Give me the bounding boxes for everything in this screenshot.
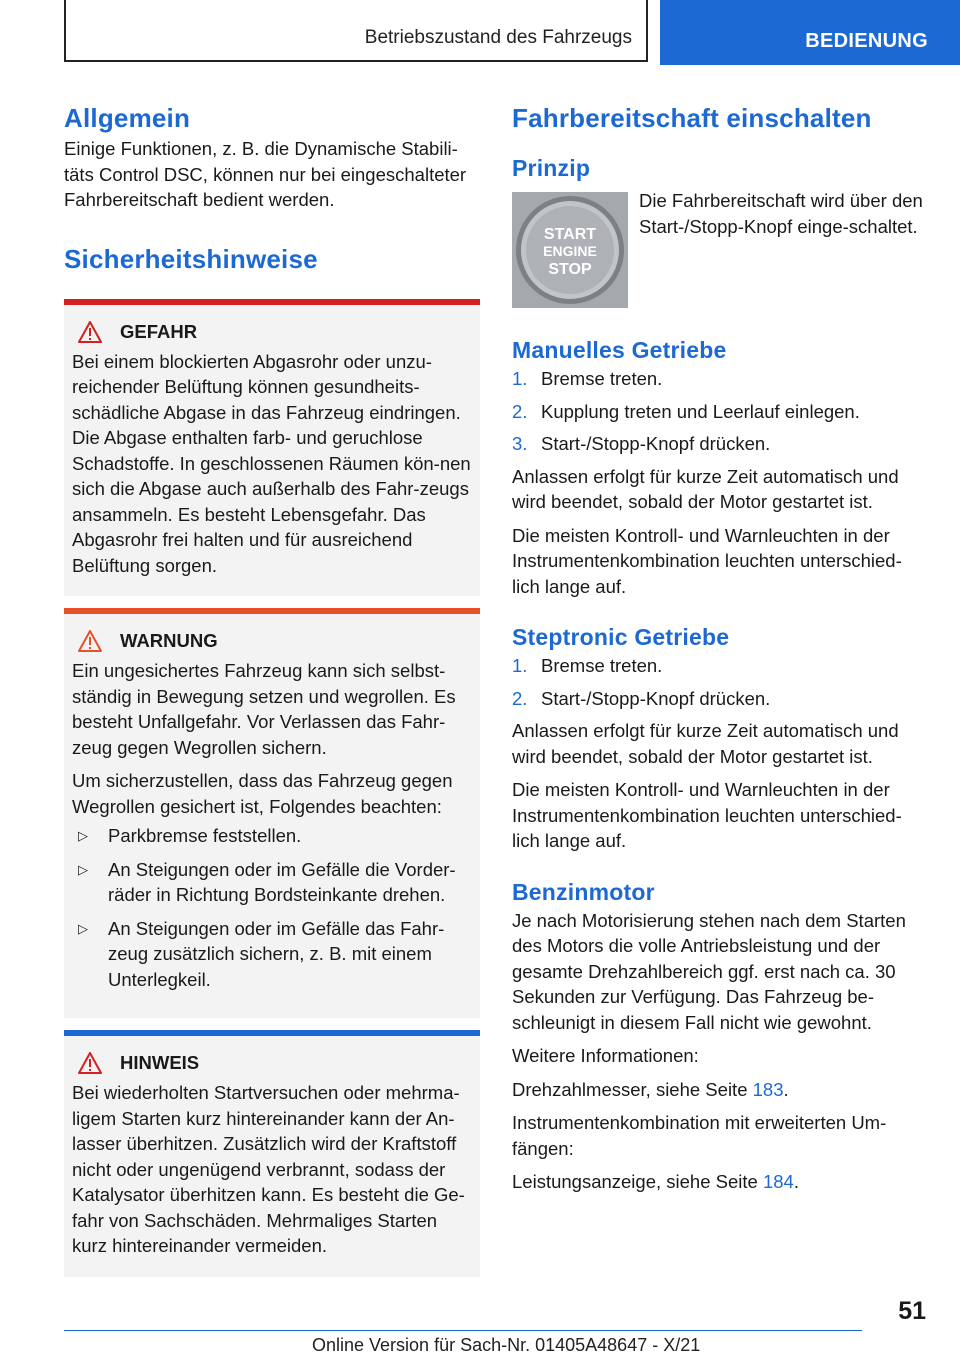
weitere-informationen: Weitere Informationen: bbox=[512, 1045, 699, 1066]
steptronic-text-1: Anlassen erfolgt für kurze Zeit automatisch und wird beendet, sobald der Motor gestartet ist. bbox=[512, 720, 899, 767]
allgemein-text: Einige Funktionen, z. B. die Dynamische Stabili-täts Control DSC, können nur bei eingeschalteter Fahrbereitschaft bedient werden. bbox=[64, 138, 467, 210]
header-chapter-label: BEDIENUNG bbox=[805, 30, 928, 52]
list-item: 3. Start-/Stopp-Knopf drücken. bbox=[512, 433, 771, 454]
ref-instrumentenkombination: Instrumentenkombination mit erweiterten Um-fängen: bbox=[512, 1112, 887, 1159]
manuell-text-2: Die meisten Kontroll- und Warnleuchten in der Instrumentenkombination leuchten unterschied-lich lange auf. bbox=[512, 524, 902, 597]
bullet-triangle-icon: ▷ bbox=[78, 828, 88, 843]
manuell-steps bbox=[512, 366, 926, 457]
bullet-triangle-icon: ▷ bbox=[78, 861, 88, 877]
danger-title bbox=[72, 321, 472, 343]
warning-label: WARNUNG bbox=[120, 630, 218, 651]
steptronic-text-2: Die meisten Kontroll- und Warnleuchten in der Instrumentenkombination leuchten unterschied-lich lange auf. bbox=[512, 779, 902, 851]
warning-triangle-icon bbox=[78, 321, 102, 343]
manuell-text-1: Anlassen erfolgt für kurze Zeit automatisch und wird beendet, sobald der Motor gestartet ist. bbox=[512, 465, 899, 512]
start-stop-button-image bbox=[512, 192, 628, 308]
list-item: 1. Bremse treten. bbox=[512, 368, 663, 389]
danger-notice bbox=[64, 299, 480, 597]
svg-text:START: START bbox=[543, 226, 597, 243]
start-engine-stop-button-icon bbox=[512, 192, 628, 308]
bullet-triangle-icon: ▷ bbox=[78, 920, 88, 936]
warning-text-1: Ein ungesichertes Fahrzeug kann sich selbst-ständig in Bewegung setzen und wegrollen. Es besteht Unfallgefahr. Vor Verlassen das Fahr-zeug gegen Wegrollen sichern. bbox=[72, 660, 456, 758]
benzinmotor-heading: Benzinmotor bbox=[512, 878, 655, 905]
list-item: ▷ An Steigungen oder im Gefälle das Fahr-zeug zusätzlich sichern, z. B. mit einem Unterlegkeil. bbox=[72, 916, 472, 993]
page-link-183[interactable]: 183 bbox=[752, 1078, 784, 1100]
allgemein-heading: Allgemein bbox=[64, 103, 191, 133]
warning-text-2: Um sicherzustellen, dass das Fahrzeug gegen Wegrollen gesichert ist, Folgendes beachten: bbox=[72, 770, 453, 817]
list-item: ▷ Parkbremse feststellen. bbox=[72, 823, 472, 849]
footer-divider bbox=[64, 1330, 862, 1331]
svg-text:ENGINE: ENGINE bbox=[543, 243, 597, 259]
prinzip-heading: Prinzip bbox=[512, 155, 591, 181]
hinweis-text: Bei wiederholten Startversuchen oder mehrma-ligem Starten kurz hintereinander kann der An-lasser überhitzen. Zusätzlich wird der Kraftstoff nicht oder ungenügend verbrannt, sodass der Katalysator überhitzen kann. Es besteht die Ge-fahr von Sachschäden. Mehrmaliges Starten kurz hintereinander vermeiden. bbox=[72, 1082, 465, 1256]
page-number: 51 bbox=[898, 1297, 926, 1325]
danger-label: GEFAHR bbox=[120, 320, 198, 342]
header-chapter-tab bbox=[660, 0, 960, 65]
left-column bbox=[64, 100, 480, 1277]
warning-triangle-icon bbox=[78, 1052, 102, 1074]
list-item: ▷ An Steigungen oder im Gefälle die Vorder-räder in Richtung Bordsteinkante drehen. bbox=[72, 857, 472, 908]
right-column bbox=[512, 100, 926, 1195]
list-item: 1. Bremse treten. bbox=[512, 655, 663, 676]
page-link-184[interactable]: 184 bbox=[762, 1171, 794, 1192]
danger-text: Bei einem blockierten Abgasrohr oder unzu-reichender Belüftung können gesundheits-schädliche Abgase in das Fahrzeug eindringen. Die Abgase enthalten farb- und geruchlose Schadstoffe. In geschlossenen Räumen kön-nen sich die Abgase auch außerhalb des Fahr-zeugs ansammeln. Es besteht Lebensgefahr. Das Abgasrohr frei halten und für ausreichend Belüftung sorgen. bbox=[72, 350, 471, 576]
prinzip-text: Die Fahrbereitschaft wird über den Start-/Stopp-Knopf einge-schaltet. bbox=[639, 190, 923, 237]
prinzip-row bbox=[512, 192, 926, 308]
ref-leistungsanzeige: Leistungsanzeige, siehe Seite 184. bbox=[512, 1171, 799, 1192]
warning-notice bbox=[64, 608, 480, 1018]
hinweis-notice bbox=[64, 1030, 480, 1277]
warning-title bbox=[72, 630, 472, 652]
header-section-box bbox=[64, 0, 648, 62]
hinweis-label: HINWEIS bbox=[120, 1052, 200, 1073]
list-item: 2. Start-/Stopp-Knopf drücken. bbox=[512, 687, 771, 709]
footer-version: Online Version für Sach-Nr. 01405A48647 - X/21 bbox=[312, 1335, 701, 1355]
benzin-text: Je nach Motorisierung stehen nach dem Starten des Motors die volle Antriebsleistung und der gesamte Drehzahlbereich ggf. erst nach ca. 30 Sekunden zur Verfügung. Das Fahrzeug be-schleunigt in diesem Fall nicht wie gewohnt. bbox=[512, 909, 906, 1033]
warning-bullet-list bbox=[72, 823, 472, 992]
manuelles-getriebe-heading: Manuelles Getriebe bbox=[512, 337, 727, 363]
sicherheitshinweise-heading: Sicherheitshinweise bbox=[64, 243, 318, 274]
fahrbereitschaft-heading: Fahrbereitschaft einschalten bbox=[512, 103, 872, 133]
header-section-title: Betriebszustand des Fahrzeugs bbox=[364, 27, 632, 48]
svg-text:STOP: STOP bbox=[548, 261, 592, 278]
list-item: 2. Kupplung treten und Leerlauf einlegen. bbox=[512, 400, 860, 422]
steptronic-heading: Steptronic Getriebe bbox=[512, 624, 730, 650]
steptronic-steps bbox=[512, 653, 926, 711]
hinweis-title bbox=[72, 1052, 472, 1074]
warning-triangle-icon bbox=[78, 630, 102, 652]
ref-drehzahlmesser: Drehzahlmesser, siehe Seite 183. bbox=[512, 1078, 789, 1100]
